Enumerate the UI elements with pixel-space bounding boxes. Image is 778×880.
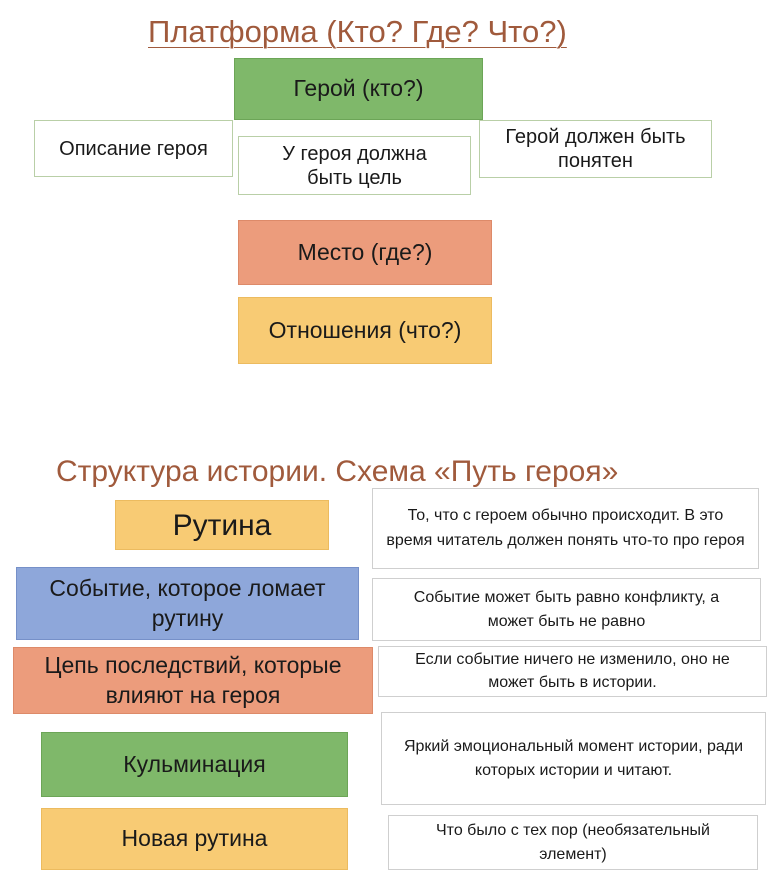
relations-box: [238, 297, 492, 364]
step-routine-label: Рутина: [172, 508, 272, 542]
hero-label: Герой (кто?): [293, 75, 424, 102]
step-climax-note: [381, 712, 766, 805]
step-climax-box: [41, 732, 348, 797]
place-box: [238, 220, 492, 285]
step-event-box: [16, 567, 359, 640]
step-consequences-note-text: Если событие ничего не изменило, оно не может быть в истории.: [415, 651, 730, 691]
hero-clear-box: [479, 120, 712, 178]
structure-title: Структура истории. Схема «Путь героя»: [56, 455, 619, 488]
step-routine-note: [372, 488, 759, 569]
step-new-routine-note-text: Что было с тех пор (необязательный элемент): [436, 822, 710, 863]
hero-clear-label: Герой должен быть понятен: [505, 126, 686, 172]
step-new-routine-box: [41, 808, 348, 870]
step-routine-note-text: То, что с героем обычно происходит. В это время читатель должен понять что-то про героя: [386, 506, 745, 549]
platform-title: Платформа (Кто? Где? Что?): [148, 14, 567, 49]
hero-box: [234, 58, 483, 120]
hero-goal-label: У героя должна быть цель: [282, 142, 427, 189]
step-climax-label: Кульминация: [123, 750, 266, 777]
step-consequences-box: [13, 647, 373, 714]
hero-description-label: Описание героя: [59, 137, 208, 160]
hero-description-box: [34, 120, 233, 177]
step-new-routine-note: [388, 815, 758, 870]
step-consequences-label: Цепь последствий, которые влияют на героя: [44, 651, 342, 708]
step-new-routine-label: Новая рутина: [121, 825, 268, 852]
step-event-note-text: Событие может быть равно конфликту, а может быть не равно: [413, 589, 720, 630]
step-event-note: [372, 578, 761, 641]
hero-goal-box: [238, 136, 471, 195]
relations-label: Отношения (что?): [268, 316, 462, 343]
step-consequences-note: [378, 646, 767, 697]
place-label: Место (где?): [297, 238, 433, 265]
step-routine-box: [115, 500, 329, 550]
step-event-label: Событие, которое ломает рутину: [49, 574, 326, 631]
step-climax-note-text: Яркий эмоциональный момент истории, ради которых истории и читают.: [403, 738, 744, 779]
